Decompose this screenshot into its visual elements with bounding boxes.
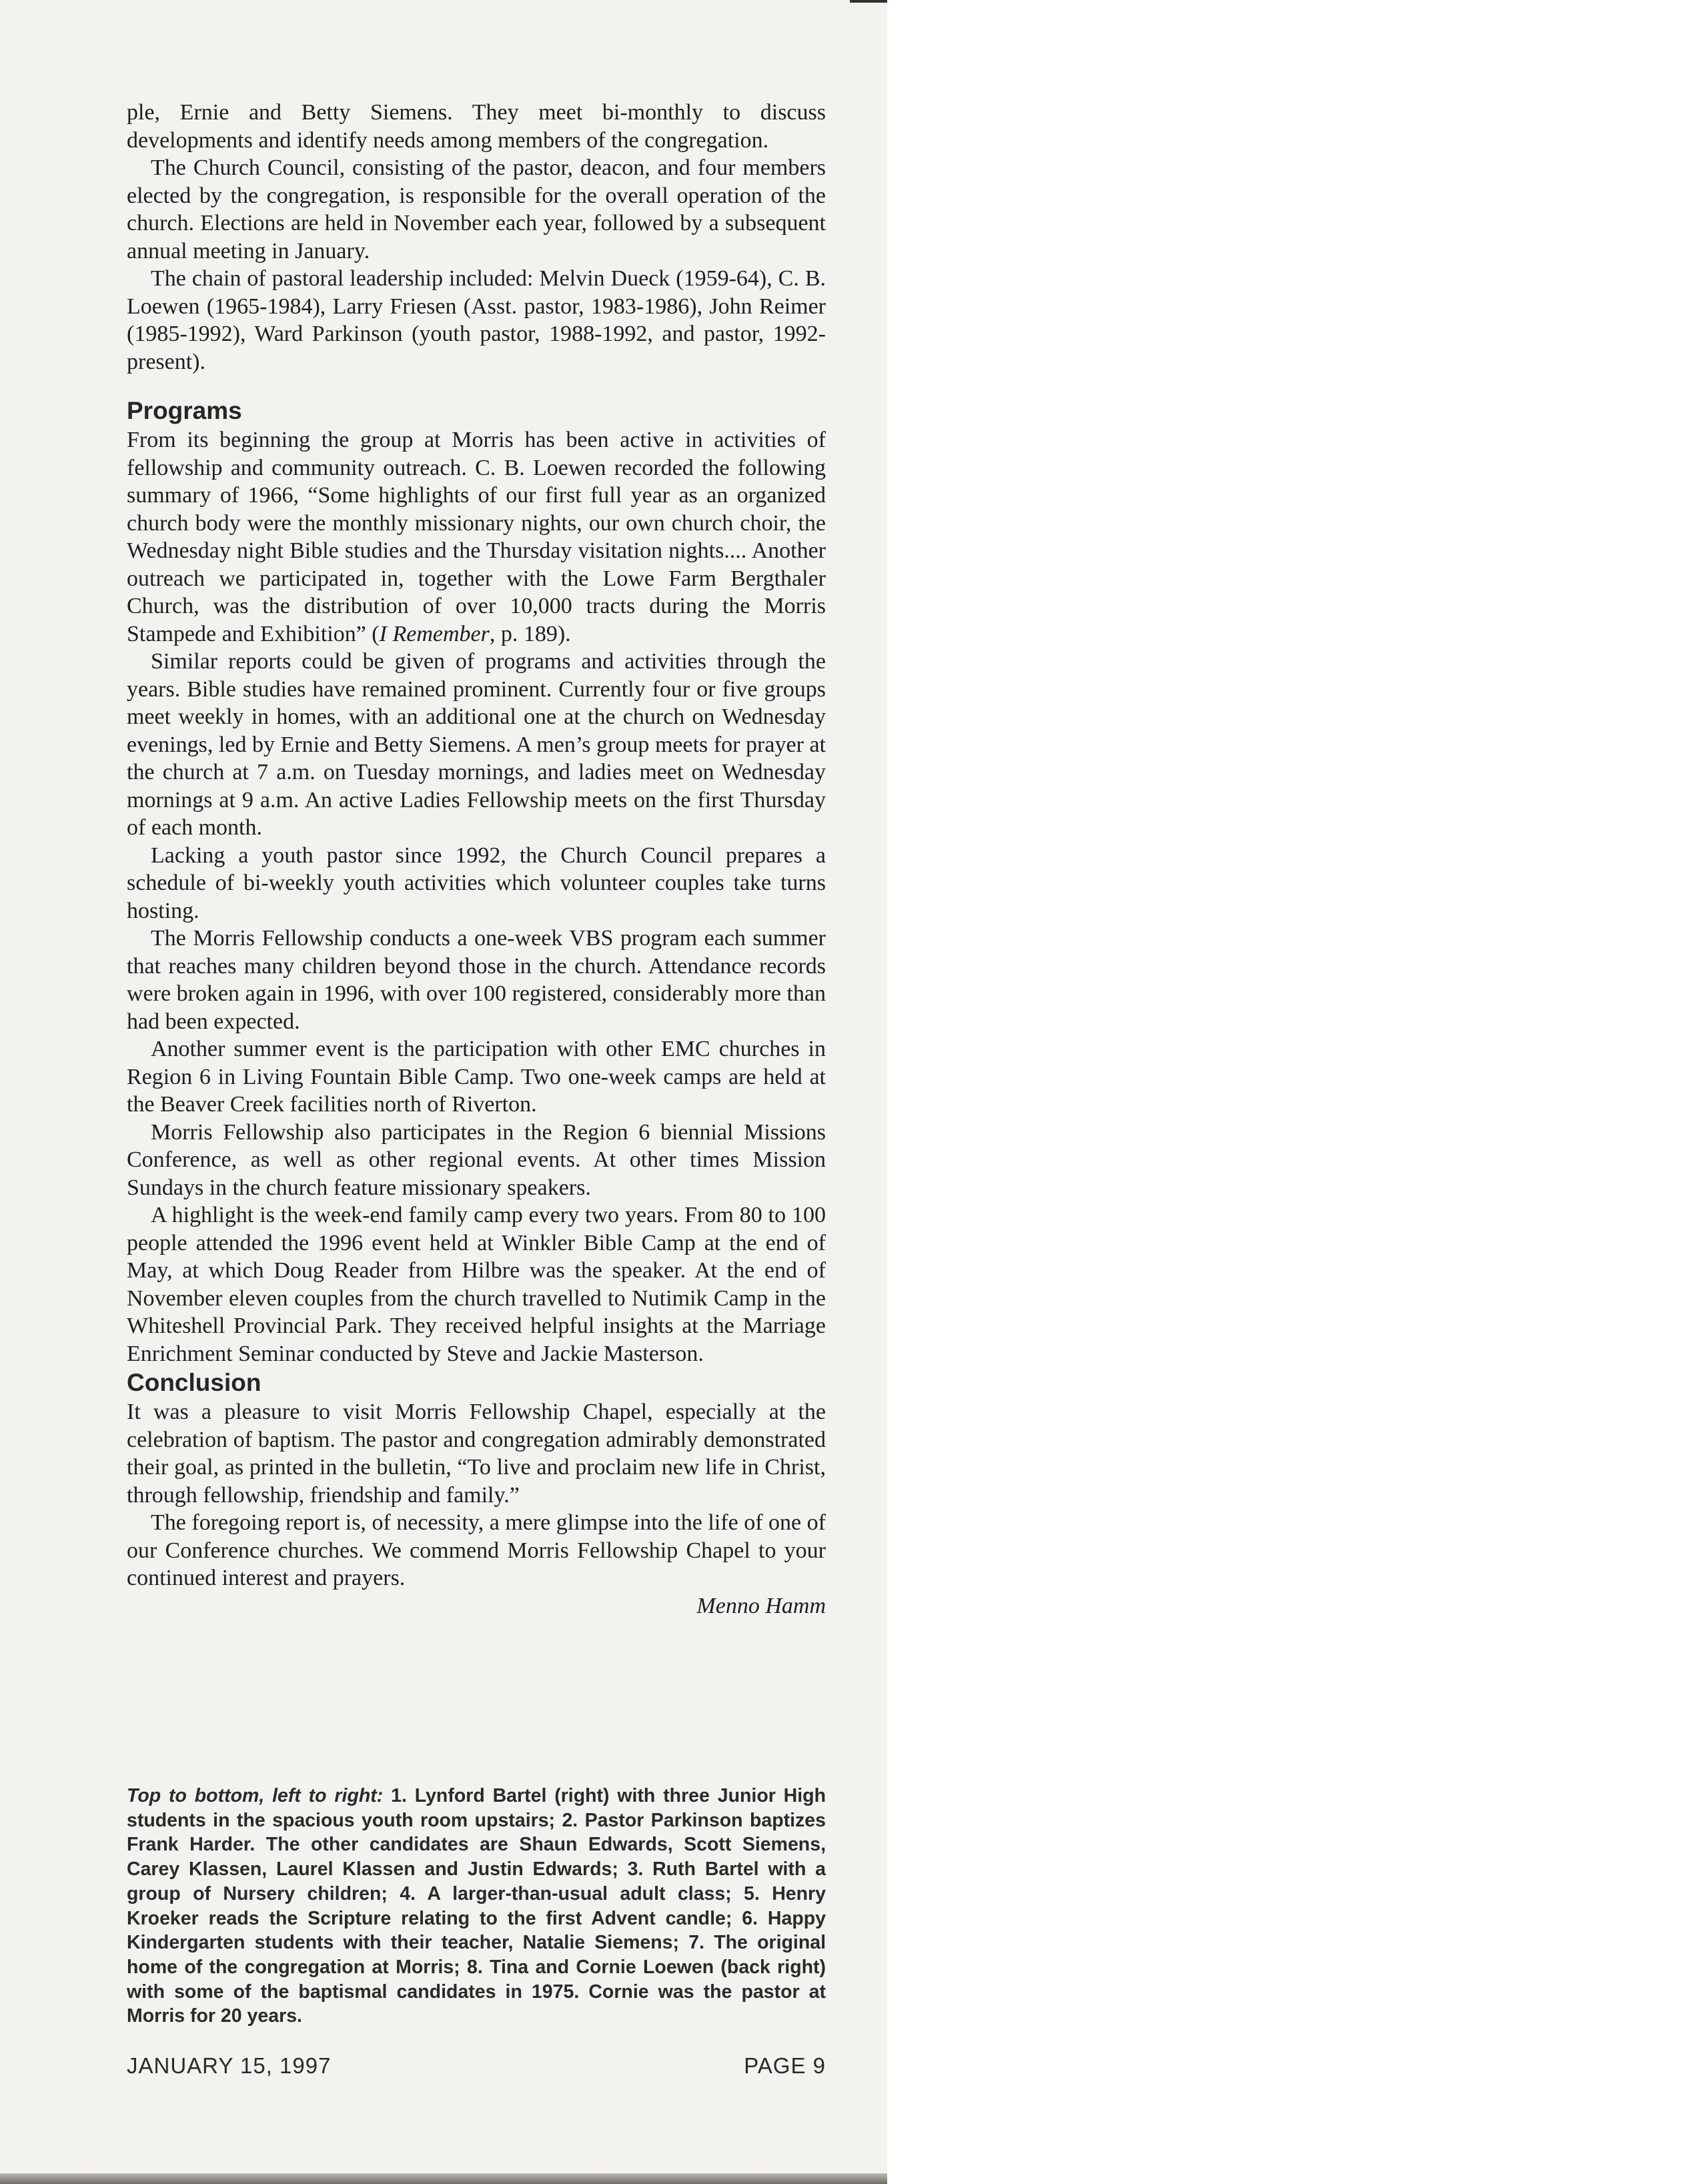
paragraph-text: , p. 189). — [489, 621, 571, 646]
paragraph-text: From its beginning the group at Morris has been active in activities of fellowship and community outreach. C. B. Loewen recorded the following summary of 1966, “Some highlights of our first full year as an organized church body were the monthly missionary nights, our own church choir, the Wednesday night Bible studies and the Thursday visitation nights.... Another outreach we participated in, together with the Lowe Farm Bergthaler Church, was the distribution of over 10,000 tracts during the Morris Stampede and Exhibition” ( — [127, 428, 826, 646]
paragraph: It was a pleasure to visit Morris Fellowship Chapel, especially at the celebration of baptism. The pastor and congregation admirably demonstrated their goal, as printed in the bulletin, “To live and proclaim new life in Christ, through fellowship, friendship and family.” — [127, 1400, 826, 1508]
paragraph: Morris Fellowship also participates in the Region 6 biennial Missions Conference, as well as other regional events. At other times Mission Sundays in the church feature missionary speakers. — [127, 1119, 826, 1200]
programs-heading: Programs — [127, 397, 242, 424]
paragraph: The Morris Fellowship conducts a one-week VBS program each summer that reaches many children beyond those in the church. Attendance records were broken again in 1996, with over 100 registered, considerably more than had been expected. — [127, 926, 826, 1034]
scan-bottom-edge — [0, 2173, 887, 2184]
article-body — [127, 99, 826, 1620]
paragraph: Similar reports could be given of programs and activities through the years. Bible studies have remained prominent. Currently four or five groups meet weekly in homes, with an additional one at the church on Wednesday evenings, led by Ernie and Betty Siemens. A men’s group meets for prayer at the church at 7 a.m. on Tuesday mornings, and ladies meet on Wednesday mornings at 9 a.m. An active Ladies Fellowship meets on the first Thursday of each month. — [127, 649, 826, 840]
caption-text: 1. Lynford Bartel (right) with three Junior High students in the spacious youth room upstairs; 2. Pastor Parkinson baptizes Frank Harder. The other candidates are Shaun Edwards, Scott Siemens, Carey Klassen, Laurel Klassen and Justin Edwards; 3. Ruth Bartel with a group of Nursery children; 4. A larger-than-usual adult class; 5. Henry Kroeker reads the Scripture relating to the first Advent candle; 6. Happy Kindergarten students with their teacher, Natalie Siemens; 7. The original home of the congregation at Morris; 8. Tina and Cornie Loewen (back right) with some of the baptismal candidates in 1975. Cornie was the pastor at Morris for 20 years. — [127, 1785, 826, 2027]
issue-date: JANUARY 15, 1997 — [127, 2053, 332, 2078]
caption-lead: Top to bottom, left to right: — [127, 1785, 384, 1806]
book-citation: I Remember — [379, 621, 490, 646]
paragraph: The Church Council, consisting of the pastor, deacon, and four members elected by the congregation, is responsible for the overall operation of the church. Elections are held in November each year, followed by a subsequent annual meeting in January. — [127, 155, 826, 263]
page-edge-line — [850, 0, 887, 3]
paragraph: Lacking a youth pastor since 1992, the Church Council prepares a schedule of bi-weekly youth activities which volunteer couples take turns hosting. — [127, 843, 826, 923]
author-byline: Menno Hamm — [696, 1593, 826, 1618]
conclusion-heading: Conclusion — [127, 1369, 261, 1396]
paragraph: ple, Ernie and Betty Siemens. They meet bi-monthly to discuss developments and identify needs among members of the congregation. — [127, 100, 826, 153]
page-number: PAGE 9 — [744, 2053, 826, 2078]
photo-caption — [127, 1784, 826, 2029]
paragraph: The chain of pastoral leadership included: Melvin Dueck (1959-64), C. B. Loewen (1965-1984), Larry Friesen (Asst. pastor, 1983-1986), John Reimer (1985-1992), Ward Parkinson (youth pastor, 1988-1992, and pastor, 1992-present). — [127, 266, 826, 374]
paragraph — [127, 426, 826, 648]
paragraph: Another summer event is the participation with other EMC churches in Region 6 in Living Fountain Bible Camp. Two one-week camps are held at the Beaver Creek facilities north of Riverton. — [127, 1037, 826, 1117]
paragraph: A highlight is the week-end family camp every two years. From 80 to 100 people attended the 1996 event held at Winkler Bible Camp at the end of May, at which Doug Reader from Hilbre was the speaker. At the end of November eleven couples from the church travelled to Nutimik Camp in the Whiteshell Provincial Park. They received helpful insights at the Marriage Enrichment Seminar conducted by Steve and Jackie Masterson. — [127, 1203, 826, 1366]
paragraph: The foregoing report is, of necessity, a mere glimpse into the life of one of our Conference churches. We commend Morris Fellowship Chapel to your continued interest and prayers. — [127, 1510, 826, 1590]
